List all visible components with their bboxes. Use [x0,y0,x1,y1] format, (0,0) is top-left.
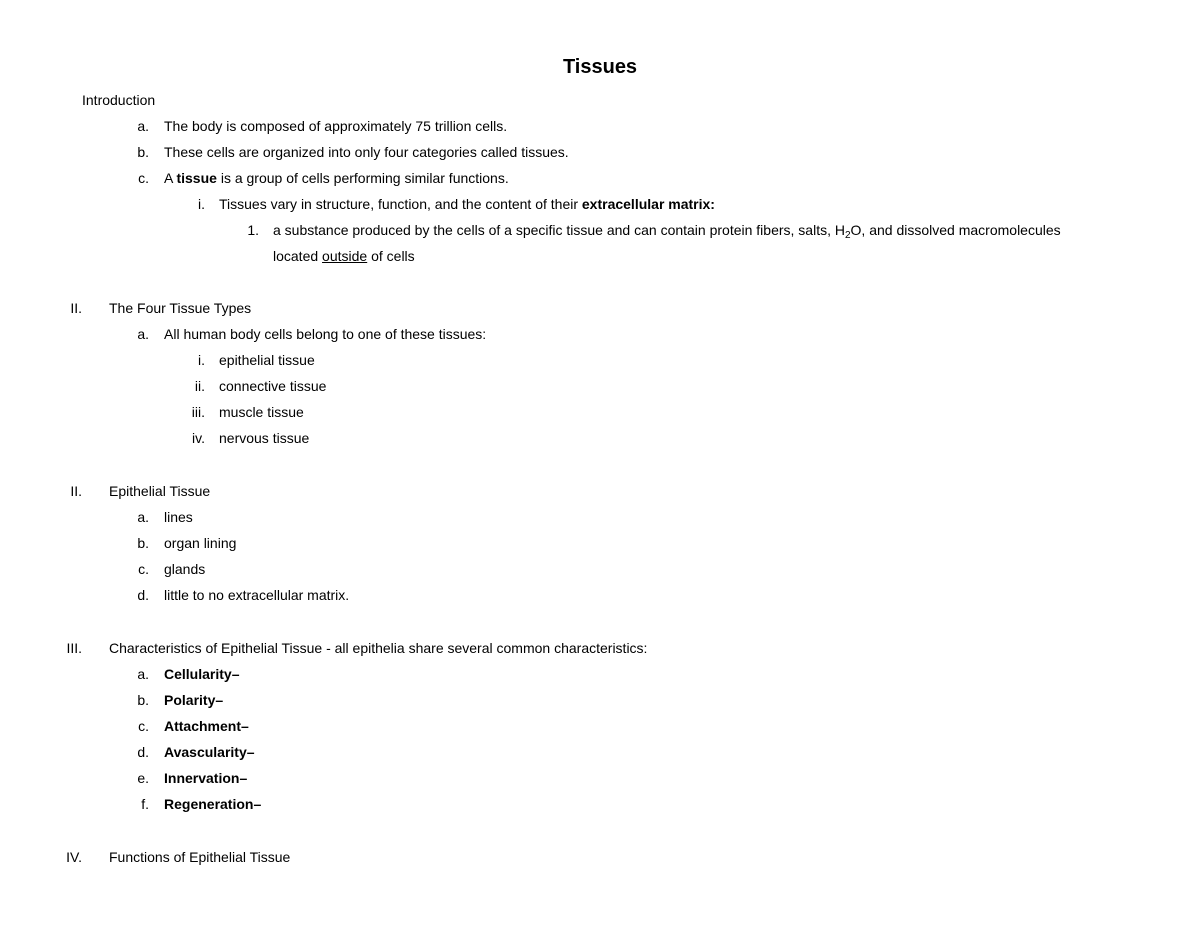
list-item [219,195,715,213]
list-marker: 1. [247,222,259,238]
list-marker: c. [138,170,149,186]
text-run: O, and dissolved macromolecules [850,222,1061,238]
text-run: is a group of cells performing similar functions. [216,170,509,186]
bold-term: Avascularity– [164,744,255,760]
list-marker: a. [137,509,149,525]
list-item [164,691,223,709]
list-marker: e. [137,770,149,786]
list-item: All human body cells belong to one of these tissues: [164,326,487,342]
list-item [164,665,239,683]
text-run: located [273,248,323,264]
bold-term: extracellular matrix: [581,196,715,212]
list-item [164,743,255,761]
list-item: nervous tissue [219,430,310,446]
bold-term: Polarity– [164,692,224,708]
list-marker: i. [198,352,205,368]
text-run: of cells [367,248,415,264]
list-marker: i. [198,196,205,212]
list-marker: iii. [191,404,205,420]
list-marker: a. [137,118,149,134]
list-item [164,769,247,787]
text-run: A [164,170,177,186]
list-marker: a. [137,666,149,682]
list-item: These cells are organized into only four categories called tissues. [164,144,569,160]
list-marker: d. [137,587,149,603]
list-item: glands [164,561,206,577]
list-marker: ii. [194,378,205,394]
list-item: The body is composed of approximately 75 trillion cells. [164,118,508,134]
list-item: little to no extracellular matrix. [164,587,350,603]
subscript: 2 [844,230,851,241]
bold-term: Innervation– [164,770,248,786]
list-item [164,717,249,735]
section-marker: IV. [66,849,82,865]
list-marker: d. [137,744,149,760]
list-item: organ lining [164,535,237,551]
list-marker: c. [138,718,149,734]
list-item: muscle tissue [219,404,304,420]
page-title: Tissues [562,56,638,78]
bold-term: Attachment– [164,718,249,734]
bold-term: Regeneration– [164,796,262,812]
list-marker: b. [137,144,149,160]
list-item: lines [164,509,193,525]
list-marker: b. [137,692,149,708]
section-heading: Functions of Epithelial Tissue [109,849,291,865]
intro-heading: Introduction [82,92,156,108]
list-marker: a. [137,326,149,342]
list-marker: iv. [192,430,205,446]
underlined-term: outside [322,248,368,264]
section-marker: III. [66,640,82,656]
list-item [164,169,509,187]
list-item [164,795,261,813]
section-heading: The Four Tissue Types [109,300,252,316]
list-marker: f. [141,796,149,812]
section-marker: II. [70,300,82,316]
list-item: connective tissue [219,378,327,394]
list-item [273,221,1061,239]
section-heading: Epithelial Tissue [109,483,211,499]
text-run: Tissues vary in structure, function, and the content of their [219,196,582,212]
list-marker: b. [137,535,149,551]
bold-term: Cellularity– [164,666,240,682]
list-item-continuation [273,247,415,265]
list-item: epithelial tissue [219,352,315,368]
text-run: a substance produced by the cells of a specific tissue and can contain protein fibers, salts, H [273,222,845,238]
list-marker: c. [138,561,149,577]
section-heading: Characteristics of Epithelial Tissue - all epithelia share several common characteristics: [109,640,648,656]
section-marker: II. [70,483,82,499]
bold-term: tissue [176,170,217,186]
